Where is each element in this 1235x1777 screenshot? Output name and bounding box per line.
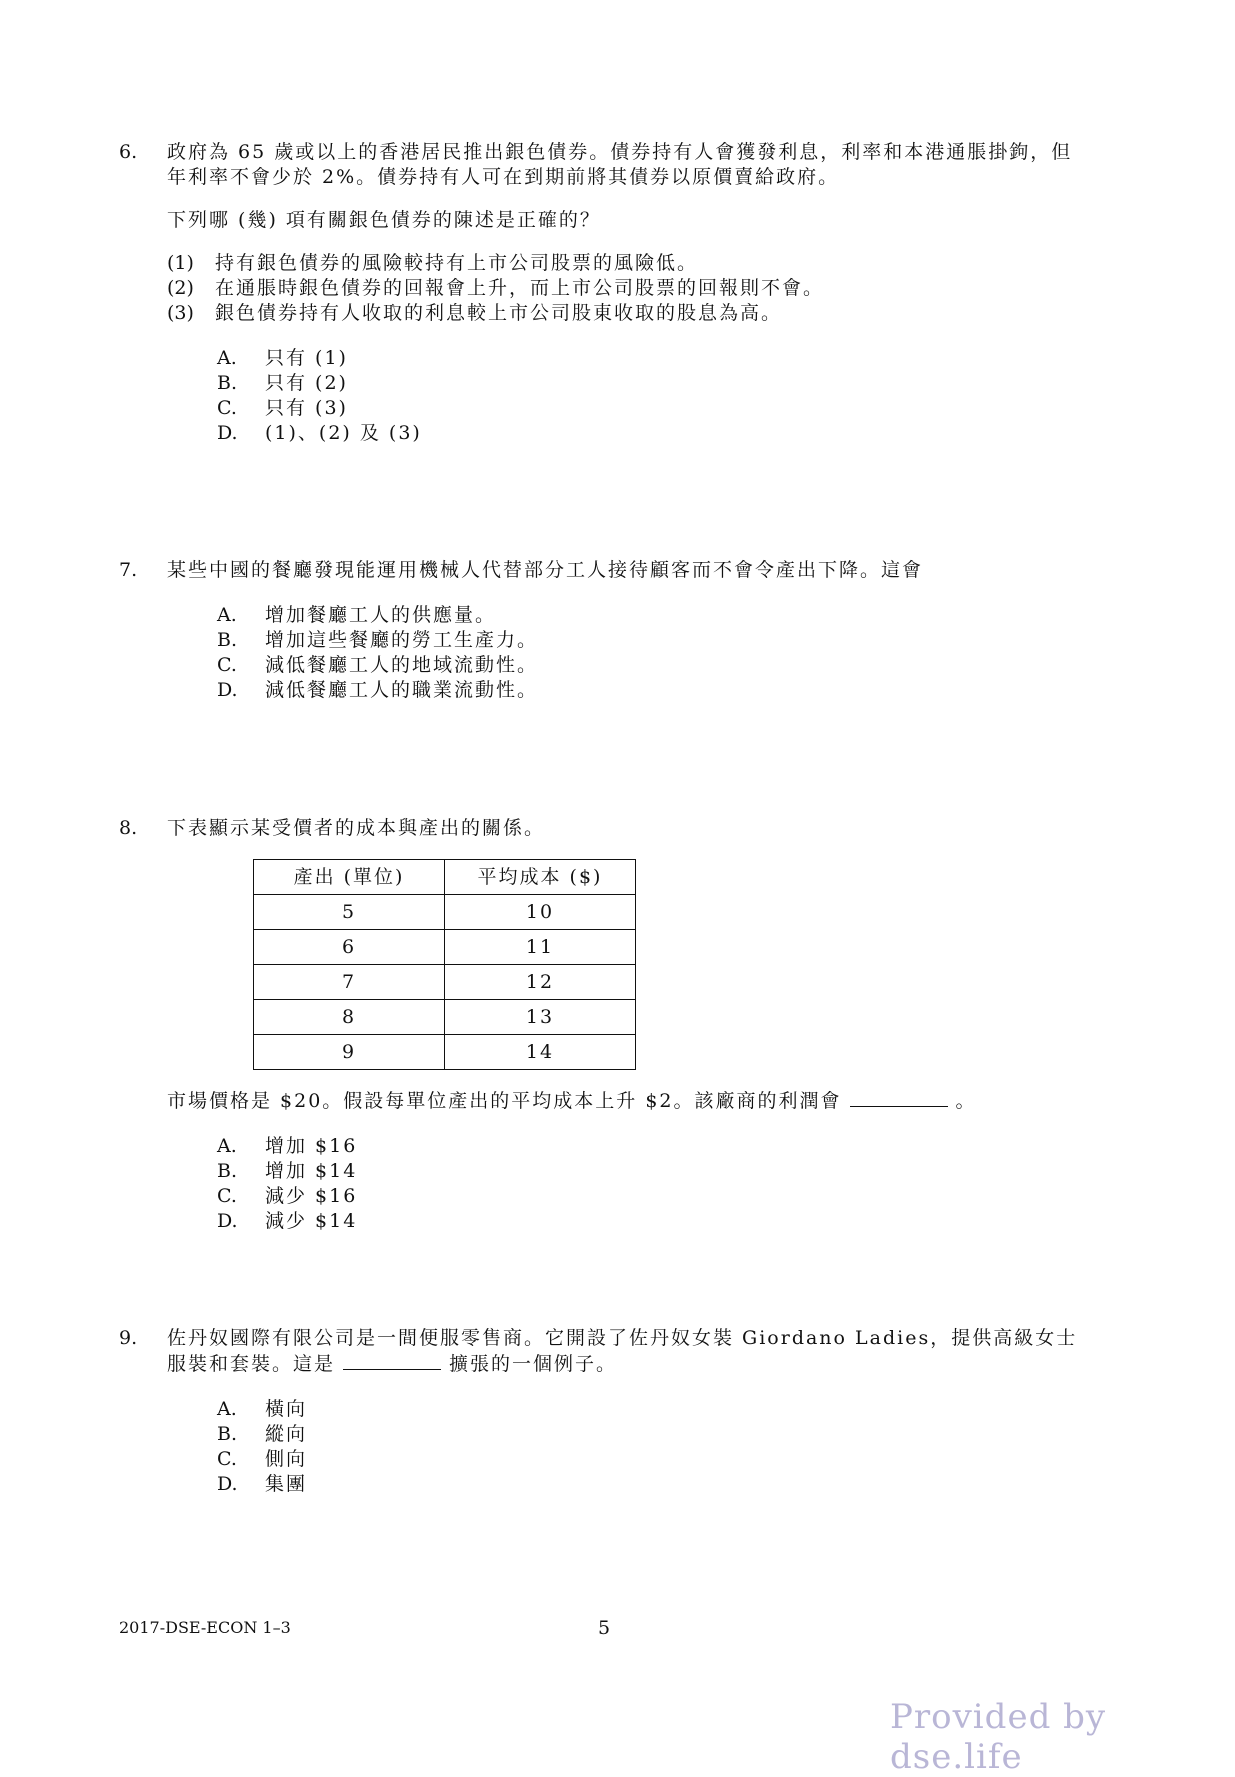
- option: [217, 1134, 1079, 1159]
- paper-code: 2017-DSE-ECON 1–3: [119, 1618, 291, 1637]
- option-list: [217, 603, 1079, 703]
- table-cell: 12: [445, 965, 636, 1000]
- option-label: B.: [217, 372, 238, 394]
- option-text: 減低餐廳工人的職業流動性。: [265, 679, 539, 701]
- question-7: [119, 558, 1079, 703]
- option: [217, 1422, 1079, 1447]
- statement: [167, 276, 1079, 301]
- question-stem: 下表顯示某受價者的成本與產出的關係。: [167, 817, 546, 839]
- option-text: 只有 (2): [265, 372, 348, 394]
- option-list: [217, 1397, 1079, 1497]
- statement: [167, 251, 1079, 276]
- continuation-end: 。: [955, 1090, 977, 1112]
- table-row: [254, 930, 636, 965]
- statement: [167, 301, 1079, 326]
- table-header: 平均成本 ($): [445, 860, 636, 895]
- option-label: A.: [217, 347, 237, 369]
- question-9: [119, 1326, 1079, 1497]
- option-label: D.: [217, 679, 238, 701]
- table-row: [254, 965, 636, 1000]
- option-label: A.: [217, 604, 237, 626]
- table-row: [254, 1035, 636, 1070]
- table-cell: 13: [445, 1000, 636, 1035]
- option: [217, 1472, 1079, 1497]
- option-text: 只有 (3): [265, 397, 348, 419]
- question-number: 9.: [119, 1327, 138, 1349]
- statement-text: 在通脹時銀色債券的回報會上升，而上市公司股票的回報則不會。: [215, 277, 825, 299]
- question-stem: 某些中國的餐廳發現能運用機械人代替部分工人接待顧客而不會令產出下降。這會: [167, 559, 924, 581]
- option-label: D.: [217, 422, 238, 444]
- answer-blank: [343, 1351, 441, 1370]
- table-row: [254, 1000, 636, 1035]
- option-label: C.: [217, 1448, 237, 1470]
- question-8: [119, 816, 1079, 1234]
- table-cell: 14: [445, 1035, 636, 1070]
- option: [217, 653, 1079, 678]
- cost-table: [253, 859, 636, 1070]
- option-list: [217, 346, 1079, 446]
- option-text: 縱向: [265, 1423, 308, 1445]
- question-6: [119, 140, 1079, 446]
- table-cell: 6: [254, 930, 445, 965]
- option-text: (1)、(2) 及 (3): [265, 422, 422, 444]
- statement-label: (2): [167, 277, 194, 299]
- table-row: [254, 895, 636, 930]
- option-label: C.: [217, 654, 237, 676]
- stem-text: 佐丹奴國際有限公司是一間便服零售商。它開設了佐丹奴女裝 Giordano Ladies，提供高級女士服裝和套裝。這是: [167, 1327, 1078, 1375]
- option-text: 增加 $14: [265, 1160, 358, 1182]
- option-label: A.: [217, 1135, 237, 1157]
- table-cell: 11: [445, 930, 636, 965]
- statement-text: 持有銀色債券的風險較持有上市公司股票的風險低。: [215, 252, 699, 274]
- watermark: Provided by dse.life: [890, 1697, 1107, 1777]
- option: [217, 371, 1079, 396]
- option-list: [217, 1134, 1079, 1234]
- option: [217, 421, 1079, 446]
- option-text: 只有 (1): [265, 347, 348, 369]
- stem-end: 擴張的一個例子。: [449, 1353, 618, 1375]
- statement-list: [167, 251, 1079, 326]
- table-cell: 8: [254, 1000, 445, 1035]
- option-label: B.: [217, 629, 238, 651]
- option-label: B.: [217, 1160, 238, 1182]
- option: [217, 1209, 1079, 1234]
- page-number: 5: [598, 1617, 611, 1639]
- option: [217, 1397, 1079, 1422]
- question-number: 8.: [119, 817, 138, 839]
- question-stem: 政府為 65 歲或以上的香港居民推出銀色債券。債券持有人會獲發利息，利率和本港通脹掛鉤，但年利率不會少於 2%。債券持有人可在到期前將其債券以原價賣給政府。: [167, 141, 1073, 188]
- statement-text: 銀色債券持有人收取的利息較上市公司股東收取的股息為高。: [215, 302, 783, 324]
- option: [217, 1184, 1079, 1209]
- option-text: 減少 $16: [265, 1185, 358, 1207]
- option: [217, 678, 1079, 703]
- option-text: 減少 $14: [265, 1210, 358, 1232]
- statement-label: (3): [167, 302, 194, 324]
- option: [217, 1159, 1079, 1184]
- option-text: 側向: [265, 1448, 308, 1470]
- table-cell: 7: [254, 965, 445, 1000]
- option-text: 增加餐廳工人的供應量。: [265, 604, 497, 626]
- option-label: C.: [217, 1185, 237, 1207]
- option: [217, 346, 1079, 371]
- option: [217, 396, 1079, 421]
- option-label: D.: [217, 1210, 238, 1232]
- answer-blank: [850, 1088, 948, 1107]
- option-label: A.: [217, 1398, 237, 1420]
- option-label: B.: [217, 1423, 238, 1445]
- question-stem: [167, 1326, 1079, 1377]
- option: [217, 628, 1079, 653]
- option-text: 減低餐廳工人的地域流動性。: [265, 654, 539, 676]
- table-cell: 10: [445, 895, 636, 930]
- table-header: 產出 (單位): [254, 860, 445, 895]
- table-cell: 9: [254, 1035, 445, 1070]
- option-text: 集團: [265, 1473, 308, 1495]
- option-label: D.: [217, 1473, 238, 1495]
- option: [217, 603, 1079, 628]
- option-text: 增加這些餐廳的勞工生產力。: [265, 629, 539, 651]
- question-number: 7.: [119, 559, 138, 581]
- question-number: 6.: [119, 141, 138, 163]
- option: [217, 1447, 1079, 1472]
- option-label: C.: [217, 397, 237, 419]
- question-prompt: 下列哪 (幾) 項有關銀色債券的陳述是正確的？: [167, 209, 601, 231]
- question-continuation: [167, 1088, 1079, 1114]
- table-cell: 5: [254, 895, 445, 930]
- option-text: 增加 $16: [265, 1135, 358, 1157]
- option-text: 橫向: [265, 1398, 308, 1420]
- statement-label: (1): [167, 252, 194, 274]
- table-header-row: [254, 860, 636, 895]
- continuation-text: 市場價格是 $20。假設每單位產出的平均成本上升 $2。該廠商的利潤會: [167, 1090, 842, 1112]
